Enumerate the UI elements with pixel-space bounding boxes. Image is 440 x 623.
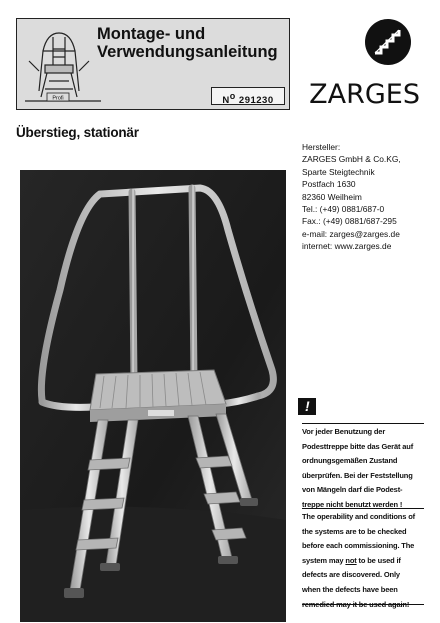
warning-de-text: treppe xyxy=(302,499,326,509)
document-title-line1: Montage- und xyxy=(97,25,206,43)
header-banner xyxy=(16,18,290,110)
warning-de-text: benutzt werden ! xyxy=(343,499,403,509)
warning-de-line: Vor jeder Benutzung der xyxy=(302,427,386,436)
illustration-label: Profi xyxy=(52,95,64,102)
warning-en-line: defects are discovered. Only xyxy=(302,570,400,580)
warning-english xyxy=(302,508,424,612)
warning-german xyxy=(302,423,424,513)
document-title-line2: Verwendungsanleitung xyxy=(97,43,278,61)
warning-en-text: system may xyxy=(302,555,346,565)
manufacturer-fax: Fax.: (+49) 0881/687-295 xyxy=(302,216,397,227)
warning-de-line: Podesttreppe bitte das Gerät auf xyxy=(302,441,414,451)
manufacturer-internet: internet: www.zarges.de xyxy=(302,241,392,252)
warning-en-line: the systems are to be checked xyxy=(302,526,407,536)
document-number: 291230 xyxy=(238,95,274,107)
warning-bottom-rule xyxy=(302,604,424,605)
warning-de-line: überprüfen. Bei der Feststellung xyxy=(302,470,413,480)
manufacturer-division: Sparte Steigtechnik xyxy=(302,166,375,177)
warning-en-line: remedied may it be used again! xyxy=(302,599,410,609)
warning-de-line: von Mängeln darf die Podest- xyxy=(302,485,403,495)
warning-de-line: ordnungsgemäßen Zustand xyxy=(302,456,398,466)
page-title: Überstieg, stationär xyxy=(16,125,139,140)
warning-en-emphasis: not xyxy=(345,555,357,565)
manufacturer-postbox: Postfach 1630 xyxy=(302,179,356,190)
manufacturer-company: ZARGES GmbH & Co.KG, xyxy=(302,154,401,165)
brand-name: ZARGES xyxy=(309,79,420,110)
document-number-box xyxy=(211,87,285,105)
document-number-prefix: N xyxy=(222,95,230,107)
manufacturer-email: e-mail: zarges@zarges.de xyxy=(302,228,400,239)
warning-de-emphasis: nicht xyxy=(325,499,344,509)
manufacturer-label: Hersteller: xyxy=(302,142,341,152)
step-platform-illustration xyxy=(19,21,107,107)
warning-en-line: The operability and conditions of xyxy=(302,512,415,521)
warning-en-line: before each commissioning. The xyxy=(302,541,415,551)
document-title xyxy=(97,25,287,61)
warning-en-line: when the defects have been xyxy=(302,584,398,594)
manufacturer-city: 82360 Weilheim xyxy=(302,191,362,202)
stairs-logo-icon xyxy=(364,18,412,66)
exclamation-icon: ! xyxy=(298,398,316,415)
document-number-sup: o xyxy=(229,91,236,101)
manufacturer-info xyxy=(302,141,440,253)
manufacturer-tel: Tel.: (+49) 0881/687-0 xyxy=(302,204,385,215)
warning-en-text: to be used if xyxy=(356,555,401,565)
warning-en-line xyxy=(302,554,424,569)
product-photo xyxy=(20,170,286,622)
